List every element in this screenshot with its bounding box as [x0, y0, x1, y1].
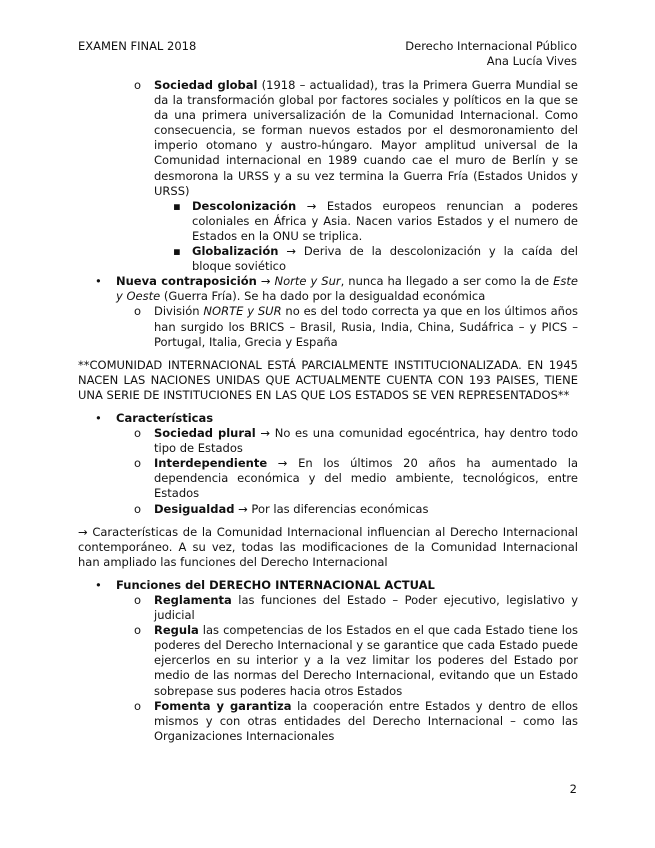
- header-left: EXAMEN FINAL 2018: [78, 39, 197, 53]
- arrow-icon: →: [277, 456, 288, 471]
- section-heading: Características: [116, 410, 214, 425]
- list-item-funciones: [78, 578, 578, 593]
- header-right: [405, 39, 577, 69]
- list-item-sociedad-global: [78, 78, 578, 199]
- page-number: 2: [569, 782, 577, 796]
- arrow-icon: →: [238, 501, 248, 516]
- circle-bullet-icon: o: [134, 304, 142, 319]
- circle-bullet-icon: o: [134, 456, 142, 471]
- emphasis: Este y Oeste: [116, 274, 578, 304]
- term: Interdependiente: [154, 456, 268, 471]
- list-item-interdependiente: [78, 456, 578, 501]
- circle-bullet-icon: o: [134, 426, 142, 441]
- arrow-icon: →: [286, 244, 296, 259]
- term: Regula: [154, 623, 199, 638]
- item-text: las funciones del Estado – Poder ejecutivo, legislativo y judicial: [154, 593, 578, 623]
- list-item-caracteristicas: [78, 411, 578, 426]
- circle-bullet-icon: o: [134, 501, 142, 516]
- term: Sociedad global: [154, 78, 258, 92]
- document-body: [78, 78, 578, 744]
- circle-bullet-icon: o: [134, 698, 142, 713]
- term: Sociedad plural: [154, 426, 256, 441]
- term: Desigualdad: [154, 501, 235, 516]
- term: Descolonización: [192, 198, 297, 213]
- summary-paragraph: [78, 525, 578, 570]
- item-text: (1918 – actualidad), tras la Primera Guerra Mundial se da la transformación global por factores sociales y políticos en la que se da una primera universalización de la Comunidad Internacional. Como consecuencia, se forman nuevos estados por el desmoronamiento del imperio otomano y austro-húngaro. Mayor amplitud universal de la Comunidad internacional en 1989 cuando cae el muro de Berlín y se desmorona la URSS y a su vez termina la Guerra Fría (Estados Unidos y URSS): [154, 78, 579, 198]
- arrow-icon: →: [78, 524, 88, 539]
- item-text: División: [154, 304, 204, 319]
- list-item-desigualdad: [78, 502, 578, 517]
- item-text: Estados europeos renuncian a poderes coloniales en África y Asia. Nacen varios Estados y el numero de Estados en la ONU se triplica.: [192, 198, 578, 243]
- item-text: Características de la Comunidad Internacional influencian al Derecho Internacional contemporáneo. A su vez, todas las modificaciones de la Comunidad Internacional han ampliado las funciones del Derecho Internacional: [78, 524, 578, 569]
- arrow-icon: →: [260, 426, 271, 441]
- list-item-descolonizacion: [78, 199, 578, 244]
- item-text: (Guerra Fría). Se ha dado por la desigualdad económica: [160, 289, 486, 304]
- section-heading: Funciones del DERECHO INTERNACIONAL ACTUAL: [116, 577, 435, 592]
- term: Reglamenta: [154, 593, 232, 607]
- item-text: No es una comunidad egocéntrica, hay dentro todo tipo de Estados: [154, 426, 578, 456]
- item-text: En los últimos 20 años ha aumentado la dependencia económica y del medio ambiente, tecnológicos, entre Estados: [154, 456, 579, 501]
- item-text: las competencias de los Estados en el que cada Estado tiene los poderes del Derecho Internacional y se garantice que cada Estado puede ejercerlos en su interior y a la vez limitar los poderes del Estado por medio de las normas del Derecho Internacional, evitando que un Estado sobrepase sus poderes hacia otros Estados: [154, 623, 578, 698]
- list-item-reglamenta: [78, 593, 578, 623]
- header-author: Ana Lucía Vives: [486, 54, 577, 68]
- list-item-fomenta: [78, 699, 578, 744]
- list-item-sociedad-plural: [78, 426, 578, 456]
- bullet-icon: •: [95, 410, 102, 425]
- circle-bullet-icon: o: [134, 623, 142, 638]
- square-bullet-icon: ▪: [173, 198, 181, 213]
- arrow-icon: →: [306, 198, 317, 213]
- item-text: no es del todo correcta ya que en los últimos años han surgido los BRICS – Brasil, Rusia, India, China, Sudáfrica – y PICS – Portugal, Italia, Grecia y España: [154, 304, 579, 349]
- note-paragraph: **COMUNIDAD INTERNACIONAL ESTÁ PARCIALMENTE INSTITUCIONALIZADA. EN 1945 NACEN LAS NACIONES UNIDAS QUE ACTUALMENTE CUENTA CON 193 PAISES, TIENE UNA SERIE DE INSTITUCIONES EN LAS QUE LOS ESTADOS SE VEN REPRESENTADOS**: [78, 357, 578, 402]
- list-item-division: [78, 304, 578, 349]
- item-text: la cooperación entre Estados y dentro de ellos mismos y con otras entidades del Derecho Internacional – como las Organizaciones Internacionales: [154, 698, 579, 743]
- item-text: , nunca ha llegado a ser como la de: [340, 274, 554, 289]
- list-item-regula: [78, 623, 578, 698]
- list-item-globalizacion: [78, 244, 578, 274]
- item-text: Deriva de la descolonización y la caída del bloque soviético: [192, 244, 579, 274]
- emphasis: Norte y Sur: [274, 274, 341, 289]
- header-subject: Derecho Internacional Público: [405, 39, 577, 53]
- term: Globalización: [192, 244, 279, 259]
- term: Nueva contraposición: [116, 274, 257, 289]
- emphasis: NORTE y SUR: [203, 304, 282, 319]
- circle-bullet-icon: o: [134, 593, 142, 607]
- circle-bullet-icon: o: [134, 78, 142, 92]
- item-text: Por las diferencias económicas: [247, 501, 429, 516]
- arrow-icon: →: [260, 274, 271, 289]
- list-item-nueva-contraposicion: [78, 274, 578, 304]
- square-bullet-icon: ▪: [173, 244, 181, 259]
- bullet-icon: •: [95, 577, 102, 592]
- term: Fomenta y garantiza: [154, 698, 292, 713]
- bullet-icon: •: [95, 274, 102, 289]
